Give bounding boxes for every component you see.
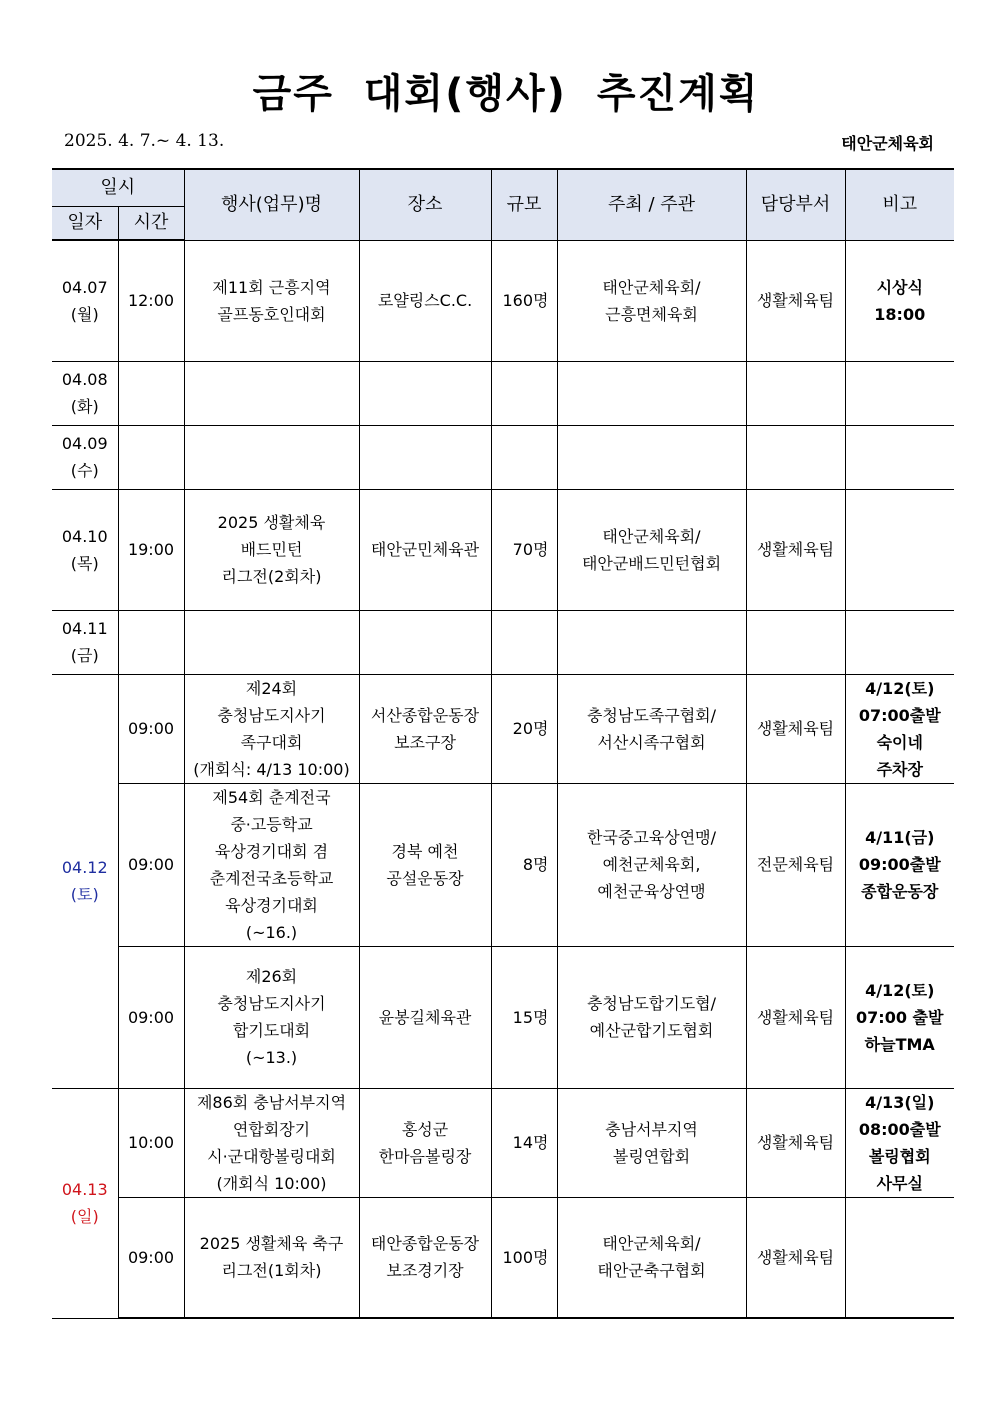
event-date: 04.13 bbox=[61, 1180, 108, 1199]
time-cell: 10:00 bbox=[118, 1088, 184, 1197]
event-cell bbox=[184, 946, 359, 1088]
note-line: 4/12(토) bbox=[865, 980, 935, 1000]
dept-cell bbox=[746, 361, 845, 425]
note-cell bbox=[845, 1197, 954, 1318]
scale-cell: 100명 bbox=[491, 1197, 557, 1318]
event-cell bbox=[184, 489, 359, 610]
note-line: 볼링협회 bbox=[868, 1146, 931, 1166]
header-scale: 규모 bbox=[491, 169, 557, 240]
event-name-line: 배드민턴 bbox=[240, 540, 303, 559]
place-cell bbox=[359, 674, 491, 783]
event-name-line: 육상경기대회 bbox=[225, 895, 318, 915]
place-cell bbox=[359, 240, 491, 361]
host-cell bbox=[557, 674, 746, 783]
note-cell bbox=[845, 674, 954, 783]
place-line: 한마음볼링장 bbox=[378, 1146, 472, 1166]
event-name-line: 2025 생활체육 축구 bbox=[199, 1234, 344, 1254]
scale-cell bbox=[491, 610, 557, 674]
event-name-line: 중·고등학교 bbox=[230, 814, 313, 834]
event-cell bbox=[184, 425, 359, 489]
host-cell bbox=[557, 783, 746, 946]
note-line: 시상식 bbox=[876, 277, 923, 297]
event-date: 04.10 bbox=[61, 526, 108, 546]
time-cell bbox=[118, 610, 184, 674]
event-weekday: (월) bbox=[70, 304, 99, 324]
note-cell bbox=[845, 946, 954, 1088]
event-name-line: 리그전(2회차) bbox=[221, 567, 322, 586]
place-line: 보조구장 bbox=[394, 732, 456, 752]
note-line: 종합운동장 bbox=[861, 882, 939, 901]
place-line: 윤봉길체육관 bbox=[378, 1007, 472, 1027]
note-line: 07:00 출발 bbox=[856, 1007, 944, 1027]
note-line: 주차장 bbox=[876, 759, 923, 779]
note-line: 4/13(일) bbox=[865, 1092, 935, 1112]
date-cell bbox=[52, 610, 118, 674]
event-cell bbox=[184, 674, 359, 783]
note-cell bbox=[845, 610, 954, 674]
event-weekday: (화) bbox=[70, 397, 99, 416]
event-name-line: 제54회 춘계전국 bbox=[212, 787, 331, 807]
place-line: 태안군민체육관 bbox=[370, 540, 480, 559]
event-name-line: 족구대회 bbox=[240, 732, 303, 752]
dept-cell: 생활체육팀 bbox=[746, 1088, 845, 1197]
host-cell bbox=[557, 946, 746, 1088]
organization: 태안군체육회 bbox=[841, 134, 934, 153]
event-name-line: 제24회 bbox=[245, 678, 298, 698]
host-line: 충남서부지역 bbox=[605, 1119, 698, 1139]
host-cell bbox=[557, 610, 746, 674]
date-cell bbox=[52, 489, 118, 610]
scale-cell: 70명 bbox=[491, 489, 557, 610]
table-row bbox=[52, 489, 954, 610]
event-date: 04.12 bbox=[61, 858, 108, 877]
place-line: 로얄링스C.C. bbox=[377, 291, 473, 310]
time-cell: 09:00 bbox=[118, 674, 184, 783]
host-cell bbox=[557, 489, 746, 610]
header-place: 장소 bbox=[359, 169, 491, 240]
host-cell bbox=[557, 1197, 746, 1318]
dept-cell bbox=[746, 425, 845, 489]
event-name-line: 연합회장기 bbox=[232, 1119, 311, 1139]
dept-cell: 생활체육팀 bbox=[746, 674, 845, 783]
scale-cell: 14명 bbox=[491, 1088, 557, 1197]
host-cell bbox=[557, 425, 746, 489]
event-name-line: (개회식: 4/13 10:00) bbox=[193, 759, 350, 779]
header-event: 행사(업무)명 bbox=[184, 169, 359, 240]
date-cell bbox=[52, 425, 118, 489]
host-line: 한국중고육상연맹/ bbox=[586, 828, 717, 847]
event-cell bbox=[184, 1088, 359, 1197]
event-name-line: 제26회 bbox=[245, 967, 298, 986]
table-row bbox=[52, 783, 954, 946]
event-name-line: 리그전(1회차) bbox=[221, 1261, 322, 1281]
place-line: 서산종합운동장 bbox=[370, 705, 480, 725]
event-date: 04.08 bbox=[61, 370, 108, 389]
place-cell bbox=[359, 361, 491, 425]
page-title: 금주 대회(행사) 추진계획 bbox=[252, 71, 760, 117]
event-name-line: 충청남도지사기 bbox=[217, 705, 326, 725]
note-cell bbox=[845, 1088, 954, 1197]
place-line: 공설운동장 bbox=[386, 868, 464, 888]
scale-cell bbox=[491, 425, 557, 489]
event-date: 04.09 bbox=[61, 434, 108, 453]
note-cell bbox=[845, 425, 954, 489]
event-weekday: (수) bbox=[70, 461, 99, 480]
date-cell bbox=[52, 361, 118, 425]
table-row bbox=[52, 425, 954, 489]
event-name-line: 제86회 충남서부지역 bbox=[196, 1092, 347, 1112]
event-cell bbox=[184, 1197, 359, 1318]
event-name-line: 제11회 근흥지역 bbox=[212, 277, 331, 297]
host-line: 충청남도합기도협/ bbox=[586, 994, 717, 1013]
place-cell bbox=[359, 610, 491, 674]
event-name-line: (~13.) bbox=[245, 1048, 298, 1067]
host-line: 태안군배드민턴협회 bbox=[581, 553, 722, 573]
header-time: 시간 bbox=[118, 206, 184, 240]
table-row bbox=[52, 674, 954, 783]
note-cell bbox=[845, 783, 954, 946]
host-line: 서산시족구협회 bbox=[597, 732, 706, 752]
host-line: 충청남도족구협회/ bbox=[586, 705, 717, 725]
table-row bbox=[52, 361, 954, 425]
place-cell bbox=[359, 783, 491, 946]
dept-cell: 생활체육팀 bbox=[746, 240, 845, 361]
dept-cell: 생활체육팀 bbox=[746, 1197, 845, 1318]
event-weekday: (금) bbox=[70, 646, 99, 665]
place-cell bbox=[359, 946, 491, 1088]
time-cell: 09:00 bbox=[118, 946, 184, 1088]
event-name-line: (~16.) bbox=[245, 922, 298, 942]
host-line: 예산군합기도협회 bbox=[589, 1021, 714, 1040]
event-weekday: (목) bbox=[70, 553, 99, 573]
header-schedule: 일시 bbox=[52, 169, 184, 206]
note-line: 09:00출발 bbox=[858, 855, 941, 874]
time-cell: 19:00 bbox=[118, 489, 184, 610]
host-line: 태안군축구협회 bbox=[597, 1261, 706, 1281]
event-name-line: 골프동호인대회 bbox=[217, 304, 326, 324]
place-line: 경북 예천 bbox=[391, 841, 459, 861]
date-cell bbox=[52, 674, 118, 1088]
event-name-line: 충청남도지사기 bbox=[217, 994, 326, 1013]
host-line: 태안군체육회/ bbox=[602, 526, 701, 546]
scale-cell: 160명 bbox=[491, 240, 557, 361]
note-cell bbox=[845, 489, 954, 610]
time-cell: 12:00 bbox=[118, 240, 184, 361]
host-line: 예천군체육회, bbox=[602, 855, 701, 874]
event-date: 04.11 bbox=[61, 619, 108, 638]
note-line: 08:00출발 bbox=[858, 1119, 941, 1139]
time-cell bbox=[118, 361, 184, 425]
date-cell bbox=[52, 1088, 118, 1318]
time-cell bbox=[118, 425, 184, 489]
note-line: 사무실 bbox=[876, 1173, 923, 1193]
scale-cell: 20명 bbox=[491, 674, 557, 783]
event-weekday: (토) bbox=[70, 885, 99, 904]
event-cell bbox=[184, 240, 359, 361]
dept-cell bbox=[746, 610, 845, 674]
place-cell bbox=[359, 1088, 491, 1197]
scale-cell: 8명 bbox=[491, 783, 557, 946]
header-note: 비고 bbox=[845, 169, 954, 240]
table-row bbox=[52, 946, 954, 1088]
place-line: 태안종합운동장 bbox=[370, 1234, 480, 1254]
header-host: 주최 / 주관 bbox=[557, 169, 746, 240]
event-weekday: (일) bbox=[70, 1207, 99, 1226]
host-cell bbox=[557, 361, 746, 425]
place-cell bbox=[359, 1197, 491, 1318]
place-cell bbox=[359, 425, 491, 489]
place-cell bbox=[359, 489, 491, 610]
dept-cell: 전문체육팀 bbox=[746, 783, 845, 946]
event-name-line: 2025 생활체육 bbox=[217, 513, 326, 532]
header-dept: 담당부서 bbox=[746, 169, 845, 240]
note-cell bbox=[845, 240, 954, 361]
table-row bbox=[52, 240, 954, 361]
scale-cell bbox=[491, 361, 557, 425]
table-row bbox=[52, 1197, 954, 1318]
event-cell bbox=[184, 783, 359, 946]
table-row bbox=[52, 1088, 954, 1197]
dept-cell: 생활체육팀 bbox=[746, 489, 845, 610]
table-row bbox=[52, 610, 954, 674]
note-line: 18:00 bbox=[874, 304, 926, 324]
note-cell bbox=[845, 361, 954, 425]
event-name-line: 합기도대회 bbox=[232, 1021, 311, 1040]
date-cell bbox=[52, 240, 118, 361]
time-cell: 09:00 bbox=[118, 783, 184, 946]
event-name-line: 춘계전국초등학교 bbox=[209, 868, 334, 888]
event-cell bbox=[184, 361, 359, 425]
event-name-line: 육상경기대회 겸 bbox=[214, 841, 329, 861]
place-line: 홍성군 bbox=[401, 1119, 449, 1139]
header-date: 일자 bbox=[52, 206, 118, 240]
scale-cell: 15명 bbox=[491, 946, 557, 1088]
note-line: 숙이네 bbox=[876, 732, 923, 752]
note-line: 4/11(금) bbox=[865, 828, 935, 847]
event-name-line: 시·군대항볼링대회 bbox=[207, 1146, 336, 1166]
period: 2025. 4. 7.~ 4. 13. bbox=[64, 131, 225, 151]
host-line: 볼링연합회 bbox=[612, 1146, 691, 1166]
time-cell: 09:00 bbox=[118, 1197, 184, 1318]
host-cell bbox=[557, 1088, 746, 1197]
host-line: 태안군체육회/ bbox=[602, 277, 701, 297]
note-line: 07:00출발 bbox=[858, 705, 941, 725]
host-line: 근흥면체육회 bbox=[605, 304, 698, 324]
event-cell bbox=[184, 610, 359, 674]
schedule-table bbox=[52, 168, 954, 1319]
dept-cell: 생활체육팀 bbox=[746, 946, 845, 1088]
note-line: 4/12(토) bbox=[865, 678, 935, 698]
host-line: 예천군육상연맹 bbox=[597, 882, 706, 901]
note-line: 하늘TMA bbox=[864, 1034, 935, 1054]
host-cell bbox=[557, 240, 746, 361]
event-date: 04.07 bbox=[61, 277, 108, 297]
place-line: 보조경기장 bbox=[386, 1261, 464, 1281]
host-line: 태안군체육회/ bbox=[602, 1234, 701, 1254]
event-name-line: (개회식 10:00) bbox=[216, 1173, 327, 1193]
